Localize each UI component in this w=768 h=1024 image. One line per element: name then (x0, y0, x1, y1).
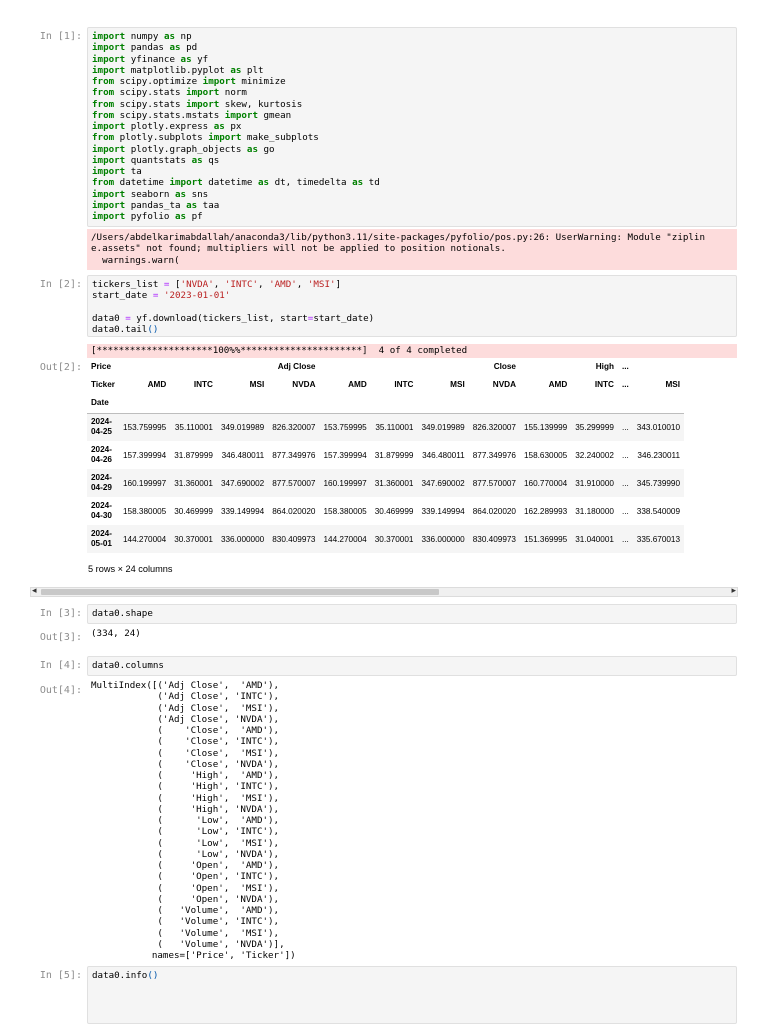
header-price-label: Price (91, 361, 112, 371)
table-cell: 877.570007 (272, 478, 316, 488)
dataframe-output (87, 357, 738, 559)
header-group-high: High (595, 361, 614, 371)
cell-3-output: (334, 24) (91, 628, 141, 639)
table-cell: 31.040001 (575, 534, 614, 544)
cell-3-prompt: In [3]: (39, 608, 82, 619)
cell-2-out-prompt: Out[2]: (39, 362, 82, 373)
table-cell: 338.540009 (636, 506, 681, 516)
table-cell: ... (621, 450, 629, 460)
cell-2-code-editor[interactable]: tickers_list = ['NVDA', 'INTC', 'AMD', 'MSI'] start_date = '2023-01-01' data0 = yf.download(tickers_list, start=start_date) data0.tail() (87, 275, 737, 337)
header-ticker-label: Ticker (91, 379, 115, 389)
row-date: 2024- 04-29 (91, 473, 112, 492)
table-cell: 830.409973 (272, 534, 316, 544)
table-cell: ... (621, 422, 629, 432)
table-cell: 335.670013 (636, 534, 681, 544)
table-cell: 30.469999 (174, 506, 213, 516)
header-ticker: AMD (147, 379, 167, 389)
table-cell: ... (621, 534, 629, 544)
table-row (87, 413, 684, 441)
table-cell: ... (621, 478, 629, 488)
table-cell: 30.469999 (374, 506, 414, 516)
cell-3-out-prompt: Out[3]: (39, 632, 82, 643)
header-ticker: INTC (594, 379, 614, 389)
table-cell: 31.180000 (575, 506, 614, 516)
table-cell: 158.380005 (122, 506, 167, 516)
cell-5-prompt: In [5]: (39, 970, 82, 981)
header-group-adj-close: Adj Close (277, 361, 316, 371)
table-cell: 864.020020 (472, 506, 516, 516)
table-cell: 826.320007 (472, 422, 516, 432)
table-cell: 826.320007 (272, 422, 316, 432)
header-ticker: NVDA (292, 379, 316, 389)
table-cell: 160.199997 (323, 478, 367, 488)
table-cell: 144.270004 (122, 534, 167, 544)
header-ticker: NVDA (492, 379, 516, 389)
header-ticker: MSI (665, 379, 681, 389)
table-cell: 31.910000 (575, 478, 614, 488)
cell-5-code-editor[interactable]: data0.info() (87, 966, 737, 1024)
cell-4-out-prompt: Out[4]: (39, 685, 82, 696)
dataframe-table (87, 357, 684, 553)
horizontal-scrollbar[interactable] (30, 587, 738, 597)
header-ticker: AMD (348, 379, 367, 389)
table-cell: 30.370001 (374, 534, 414, 544)
header-ticker: MSI (249, 379, 265, 389)
table-cell: 349.019989 (220, 422, 265, 432)
header-date-label: Date (91, 398, 109, 408)
table-cell: 151.369995 (523, 534, 568, 544)
table-row (87, 469, 684, 497)
table-cell: 339.149994 (220, 506, 265, 516)
table-cell: 346.230011 (637, 450, 681, 460)
table-cell: 31.360001 (174, 478, 213, 488)
table-cell: 877.349976 (272, 450, 316, 460)
row-date: 2024- 04-25 (91, 417, 112, 437)
table-cell: 35.110001 (375, 422, 414, 432)
table-cell: 160.199997 (122, 478, 167, 488)
table-cell: 336.000000 (421, 534, 465, 544)
table-cell: 35.110001 (174, 422, 213, 432)
cell-4-code-editor[interactable]: data0.columns (87, 656, 737, 676)
download-progress: [*********************100%%**********************] 4 of 4 completed (87, 344, 737, 358)
scroll-right-arrow-icon[interactable]: ▸ (731, 586, 736, 596)
header-group-close: Close (493, 361, 516, 371)
header-ticker: INTC (193, 379, 213, 389)
cell-1-warning-output: /Users/abdelkarimabdallah/anaconda3/lib/python3.11/site-packages/pyfolio/pos.py:26: UserWarning: Module "ziplin e.assets" not found; multipliers will not be applied to position notionals. warnings.warn( (87, 229, 737, 270)
table-row (87, 525, 684, 553)
dataframe-shape-caption: 5 rows × 24 columns (88, 564, 173, 574)
cell-2-prompt: In [2]: (39, 279, 82, 290)
header-ticker: AMD (548, 379, 568, 389)
table-cell: 158.380005 (323, 506, 367, 516)
table-cell: 346.480011 (221, 450, 265, 460)
table-cell: 864.020020 (272, 506, 316, 516)
table-cell: 339.149994 (421, 506, 465, 516)
table-cell: 877.570007 (472, 478, 516, 488)
header-ticker: ... (621, 379, 629, 389)
table-cell: 343.010010 (636, 422, 681, 432)
row-date: 2024- 05-01 (91, 529, 112, 548)
table-row (87, 497, 684, 525)
table-cell: 30.370001 (174, 534, 213, 544)
table-cell: 830.409973 (472, 534, 516, 544)
table-cell: 349.019989 (421, 422, 465, 432)
cell-1-code-editor[interactable]: import numpy as np import pandas as pd import yfinance as yf import matplotlib.pyplot as plt from scipy.optimize import minimize from scipy.stats import norm from scipy.stats import skew, kurtosis from scipy.stats.mstats import gmean import plotly.express as px from plotly.subplots import make_subplots import plotly.graph_objects as go import quantstats as qs import ta from datetime import datetime as dt, timedelta as td import seaborn as sns import pandas_ta as taa import pyfolio as pf (87, 27, 737, 227)
table-cell: 144.270004 (323, 534, 367, 544)
header-group-ellipsis: ... (621, 361, 629, 371)
table-cell: 346.480011 (422, 450, 465, 460)
row-date: 2024- 04-30 (91, 501, 112, 520)
table-cell: ... (621, 506, 629, 516)
table-cell: 162.289993 (523, 506, 568, 516)
table-cell: 157.399994 (323, 450, 367, 460)
cell-4-output: MultiIndex([('Adj Close', 'AMD'), ('Adj Close', 'INTC'), ('Adj Close', 'MSI'), ('Adj Close', 'NVDA'), ( 'Close', 'AMD'), ( 'Close', 'INTC'), ( 'Close', 'MSI'), ( 'Close', 'NVDA'), ( 'High', 'AMD'), ( 'High', 'INTC'), ( 'High', 'MSI'), ( 'High', 'NVDA'), ( 'Low', 'AMD'), ( 'Low', 'INTC'), ( 'Low', 'MSI'), ( 'Low', 'NVDA'), ( 'Open', 'AMD'), ( 'Open', 'INTC'), ( 'Open', 'MSI'), ( 'Open', 'NVDA'), ( 'Volume', 'AMD'), ( 'Volume', 'INTC'), ( 'Volume', 'MSI'), ( 'Volume', 'NVDA')], names=['Price', 'Ticker']) (91, 680, 296, 961)
cell-1-prompt: In [1]: (39, 31, 82, 42)
table-cell: 877.349976 (472, 450, 516, 460)
table-cell: 157.399994 (122, 450, 167, 460)
header-ticker: INTC (394, 379, 414, 389)
table-cell: 155.139999 (523, 422, 568, 432)
table-cell: 336.000000 (220, 534, 265, 544)
table-cell: 32.240002 (575, 450, 614, 460)
table-cell: 31.879999 (374, 450, 414, 460)
table-cell: 347.690002 (421, 478, 465, 488)
header-ticker: MSI (450, 379, 465, 389)
cell-3-code-editor[interactable]: data0.shape (87, 604, 737, 624)
cell-4-prompt: In [4]: (39, 660, 82, 671)
table-cell: 158.630005 (523, 450, 568, 460)
table-cell: 31.360001 (374, 478, 414, 488)
table-cell: 160.770004 (523, 478, 568, 488)
table-cell: 345.739990 (636, 478, 681, 488)
table-cell: 35.299999 (575, 422, 614, 432)
table-row (87, 441, 684, 469)
scrollbar-thumb[interactable] (41, 589, 439, 595)
scroll-left-arrow-icon[interactable]: ◂ (32, 586, 37, 596)
table-cell: 153.759995 (323, 422, 367, 432)
table-cell: 153.759995 (122, 422, 167, 432)
table-cell: 31.879999 (174, 450, 213, 460)
row-date: 2024- 04-26 (91, 445, 112, 464)
table-cell: 347.690002 (220, 478, 265, 488)
